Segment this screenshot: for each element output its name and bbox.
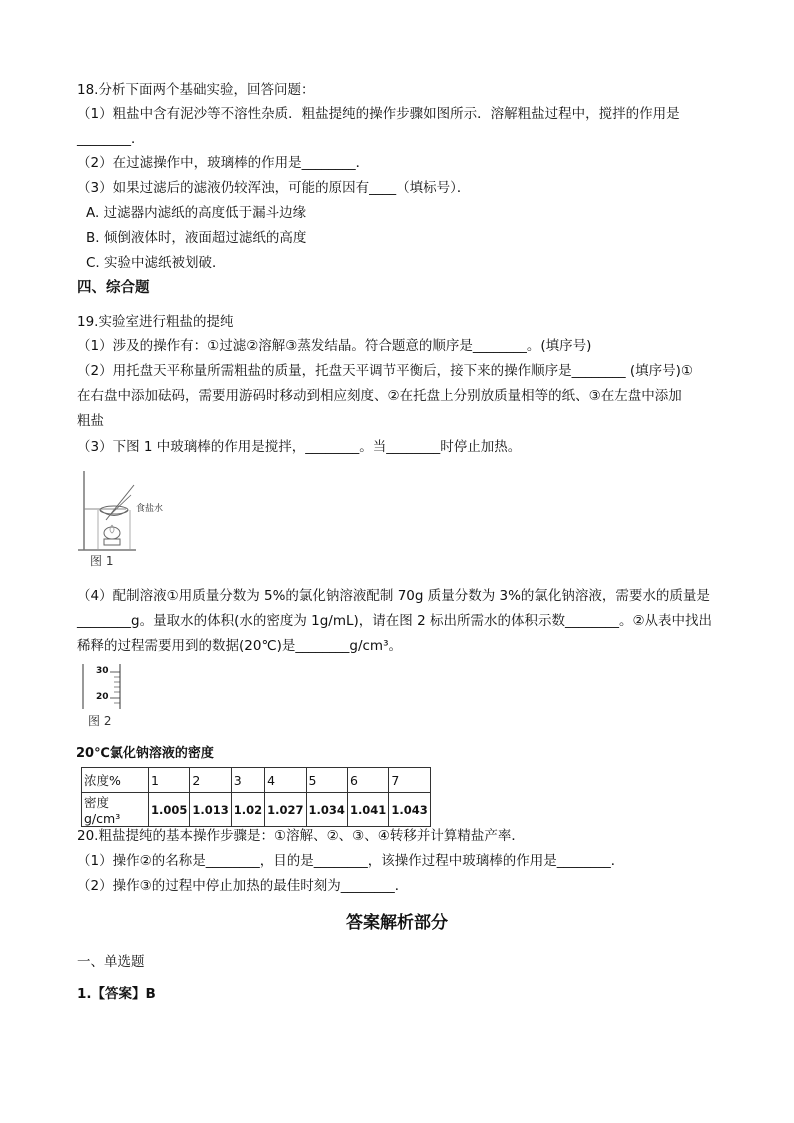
q19-title: 19.实验室进行粗盐的提纯	[77, 314, 234, 330]
answer-section-title: 答案解析部分	[346, 913, 448, 933]
q18-part2: （2）在过滤操作中，玻璃棒的作用是________．	[77, 155, 370, 171]
table-cell: 1.027	[265, 793, 306, 827]
q19-part4-line2: ________g。量取水的体积(水的密度为 1g/mL)，请在图 2 标出所需水的体积示数________。②从表中找出	[77, 613, 713, 629]
q19-part2-line1: （2）用托盘天平称量所需粗盐的质量，托盘天平调节平衡后，接下来的操作顺序是________ (填序号)①	[77, 363, 694, 379]
figure-2-tick-30: 30	[96, 666, 109, 676]
q19-part2-line2: 在右盘中添加砝码，需要用游码时移动到相应刻度、②在托盘上分别放质量相等的纸、③在左盘中添加	[77, 388, 682, 404]
q18-option-b: B. 倾倒液体时，液面超过滤纸的高度	[86, 230, 307, 246]
q20-part1: （1）操作②的名称是________，目的是________，该操作过程中玻璃棒的作用是________．	[77, 853, 625, 869]
q18-part1-line1: （1）粗盐中含有泥沙等不溶性杂质．粗盐提纯的操作步骤如图所示．溶解粗盐过程中，搅拌的作用是	[77, 106, 680, 122]
table-cell: 密度 g/cm³	[82, 793, 149, 827]
q18-part3: （3）如果过滤后的滤液仍较浑浊，可能的原因有____（填标号）．	[77, 180, 471, 196]
table-row	[82, 768, 431, 793]
answer-1: 1.【答案】B	[77, 986, 156, 1002]
q19-part2-line3: 粗盐	[77, 413, 104, 429]
q18-option-c: C. 实验中滤纸被划破．	[86, 255, 226, 271]
table-cell: 1.013	[190, 793, 231, 827]
density-table-title: 20℃氯化钠溶液的密度	[76, 746, 214, 761]
table-cell: 7	[389, 768, 430, 793]
table-cell: 1.02	[231, 793, 264, 827]
figure-1-label-salt-water: 食盐水	[136, 504, 164, 514]
table-cell: 3	[231, 768, 264, 793]
figure-2-cylinder	[80, 664, 130, 730]
q19-part4-line1: （4）配制溶液①用质量分数为 5%的氯化钠溶液配制 70g 质量分数为 3%的氯化钠溶液，需要水的质量是	[77, 588, 710, 604]
q20-part2: （2）操作③的过程中停止加热的最佳时刻为________．	[77, 878, 409, 894]
q18-option-a: A. 过滤器内滤纸的高度低于漏斗边缘	[86, 205, 307, 221]
table-cell: 1.005	[149, 793, 190, 827]
density-table	[81, 767, 431, 827]
figure-1-evaporation	[76, 465, 166, 568]
q20-title: 20.粗盐提纯的基本操作步骤是：①溶解、②、③、④转移并计算精盐产率．	[77, 828, 525, 844]
q19-part4-line3: 稀释的过程需要用到的数据(20℃)是________g/cm³。	[77, 638, 402, 654]
section-heading-comprehensive: 四、综合题	[77, 280, 150, 296]
figure-2-tick-20: 20	[96, 692, 109, 702]
table-cell: 1.041	[347, 793, 388, 827]
table-cell: 1.043	[389, 793, 430, 827]
figure-1-caption: 图 1	[90, 554, 114, 568]
table-cell: 5	[306, 768, 347, 793]
figure-2-caption: 图 2	[88, 714, 112, 728]
table-cell: 2	[190, 768, 231, 793]
table-cell: 1.034	[306, 793, 347, 827]
table-row	[82, 793, 431, 827]
table-cell: 6	[347, 768, 388, 793]
table-cell: 浓度%	[82, 768, 149, 793]
q18-title: 18.分析下面两个基础实验，回答问题：	[77, 82, 315, 98]
q19-part1: （1）涉及的操作有：①过滤②溶解③蒸发结晶。符合题意的顺序是________。(填序号)	[77, 338, 592, 354]
q18-part1-line2: ________．	[77, 131, 145, 147]
table-cell: 4	[265, 768, 306, 793]
table-cell: 1	[149, 768, 190, 793]
answer-section-single-choice: 一、单选题	[77, 954, 145, 970]
q19-part3: （3）下图 1 中玻璃棒的作用是搅拌，________。当________时停止加热。	[77, 439, 522, 455]
